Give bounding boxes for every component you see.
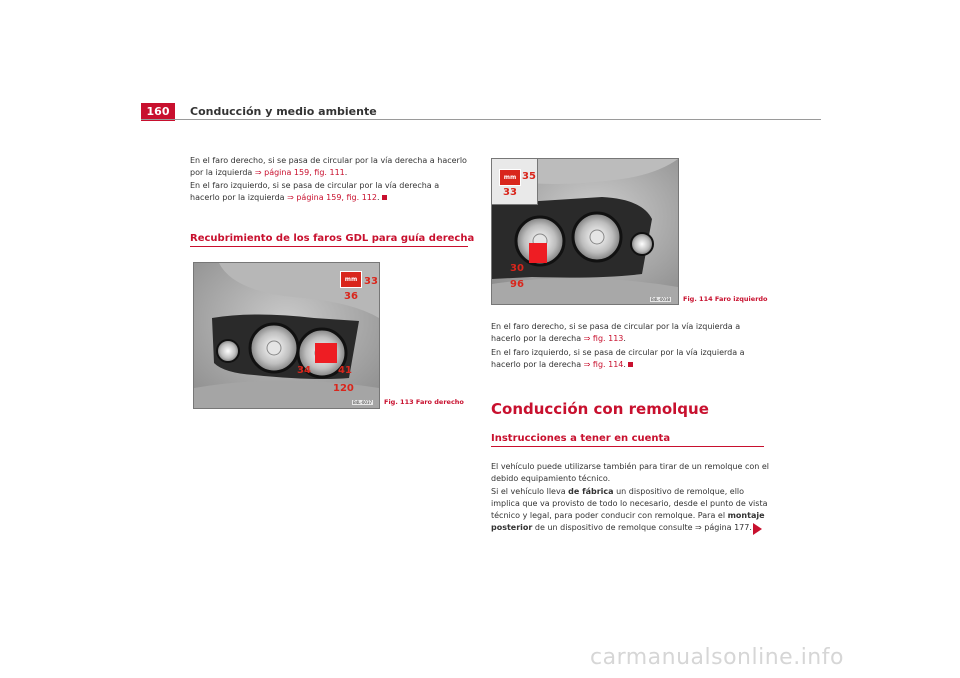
dim-34: 34 — [297, 365, 311, 376]
heading-rule — [491, 446, 764, 447]
paragraph-3: En el faro derecho, si se pasa de circular por la vía izquierda a hacerlo por la derecha ⇒ fig. 113. — [491, 322, 741, 343]
dim-30: 30 — [510, 263, 524, 274]
watermark: carmanualsonline.info — [590, 645, 844, 670]
paragraph-5: El vehículo puede utilizarse también para tirar de un remolque con el debido equipamiento técnico. — [491, 462, 770, 483]
image-code: B4L-0037 — [353, 400, 373, 405]
link-fig-113[interactable]: ⇒ fig. 113 — [583, 334, 624, 343]
dim-96: 96 — [510, 279, 524, 290]
intro-paragraph-2: En el faro izquierdo, si se pasa de circular por la vía derecha a hacerlo por la izquierda ⇒ página 159, fig. 112. — [190, 181, 440, 202]
section-title: Conducción y medio ambiente — [190, 105, 377, 118]
paragraph-4: En el faro izquierdo, si se pasa de circular por la vía izquierda a hacerlo por la derecha ⇒ fig. 114. — [491, 348, 745, 369]
heading-rule — [190, 246, 468, 247]
link-fig-111[interactable]: ⇒ página 159, fig. 111 — [254, 168, 345, 177]
heading-trailer: Conducción con remolque — [491, 400, 709, 418]
link-fig-112[interactable]: ⇒ página 159, fig. 112 — [287, 193, 377, 202]
header-rule — [141, 119, 821, 120]
dim-41: 41 — [338, 365, 352, 376]
paragraph-6: Si el vehículo lleva de fábrica un dispositivo de remolque, ello implica que va provisto de todo lo necesario, desde el punto de vista técnico y legal, para poder conducir con remolque. Para el montaje posterior de un dispositivo de remolque consulte ⇒ página 177. — [491, 487, 768, 532]
image-code: B4L-0038 — [651, 297, 671, 302]
dim-35: 35 — [522, 171, 536, 182]
cover-area-marker — [315, 343, 337, 363]
next-page-arrow-icon[interactable] — [753, 523, 762, 535]
heading-instructions: Instrucciones a tener en cuenta — [491, 433, 671, 444]
end-marker — [628, 362, 633, 367]
intro-paragraph-1: En el faro derecho, si se pasa de circular por la vía derecha a hacerlo por la izquierda ⇒ página 159, fig. 111. — [190, 156, 467, 177]
figure-113-image — [193, 262, 380, 409]
heading-gdl-covering: Recubrimiento de los faros GDL para guía derecha — [190, 233, 475, 244]
cover-area-marker — [529, 243, 547, 263]
dim-36: 36 — [344, 291, 358, 302]
dim-33: 33 — [503, 187, 517, 198]
figure-114-image — [491, 158, 679, 305]
link-fig-114[interactable]: ⇒ fig. 114 — [583, 360, 624, 369]
caption-fig-114: Fig. 114 Faro izquierdo — [683, 295, 768, 303]
mm-badge: mm — [340, 271, 362, 288]
dim-120: 120 — [333, 383, 354, 394]
caption-fig-113: Fig. 113 Faro derecho — [384, 398, 464, 406]
dim-33: 33 — [364, 276, 378, 287]
end-marker — [382, 195, 387, 200]
mm-badge: mm — [499, 169, 521, 186]
page-number: 160 — [141, 103, 175, 121]
